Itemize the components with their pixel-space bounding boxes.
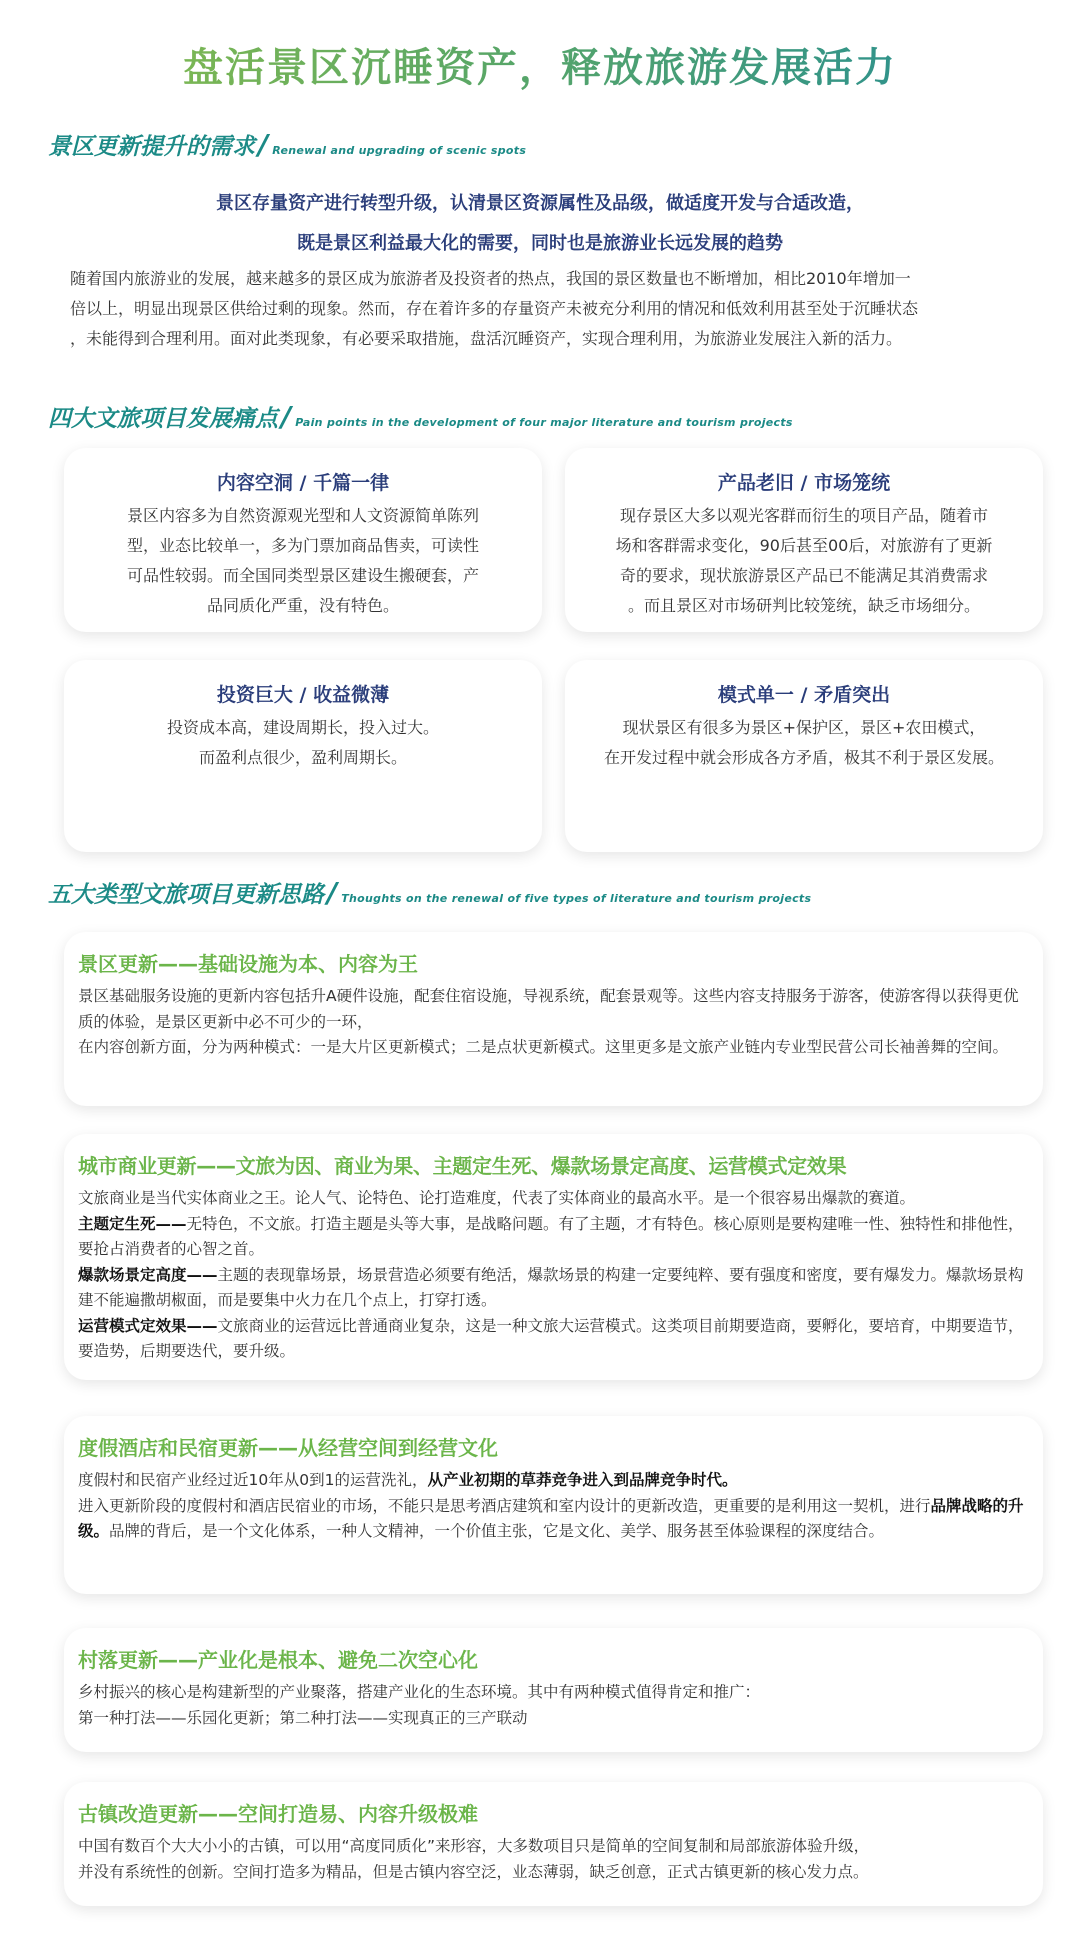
card-paragraph: [78, 1263, 1029, 1314]
intro-line: 倍以上，明显出现景区供给过剩的现象。然而，存在着许多的存量资产未被充分利用的情况和低效利用甚至处于沉睡状态: [70, 299, 919, 318]
paragraph-text: 主题的表现靠场景，场景营造必须要有绝活，爆款场景的构建一定要纯粹、要有强度和密度，要有爆发力。爆款场景构建不能遍撒胡椒面，而是要集中火力在几个点上，打穿打透。: [78, 1265, 1024, 1309]
card-text: [90, 713, 516, 773]
card-title: 城市商业更新——文旅为因、商业为果、主题定生死、爆款场景定高度、运营模式定效果: [78, 1154, 847, 1178]
card-text: [78, 1186, 1029, 1365]
paragraph-text: 进入更新阶段的度假村和酒店民宿业的市场，不能只是思考酒店建筑和室内设计的更新改造，更重要的是利用这一契机，进行: [78, 1496, 931, 1515]
card-line: 而盈利点很少，盈利周期长。: [198, 748, 407, 767]
section-heading-pain-points: [48, 400, 793, 433]
card-paragraph: 在内容创新方面，分为两种模式：一是大片区更新模式；二是点状更新模式。这里更多是文旅产业链内专业型民营公司长袖善舞的空间。: [78, 1038, 1009, 1056]
card-paragraph: 景区基础服务设施的更新内容包括升A硬件设施，配套住宿设施，导视系统，配套景观等。这些内容支持服务于游客，使游客得以获得更优质的体验，是景区更新中必不可少的一环，: [78, 987, 1019, 1031]
card-title: 产品老旧 / 市场笼统: [717, 472, 891, 494]
card-text: [90, 501, 516, 621]
card-text: [78, 1468, 1029, 1545]
bold-lead: 爆款场景定高度——: [78, 1265, 218, 1284]
card-line: 景区内容多为自然资源观光型和人文资源简单陈列: [126, 506, 479, 525]
renewal-card-village: [64, 1628, 1043, 1752]
card-line: 投资成本高，建设周期长，投入过大。: [166, 718, 439, 737]
card-line: 现存景区大多以观光客群而衍生的项目产品，随着市: [619, 506, 988, 525]
card-text: [591, 501, 1017, 621]
pain-point-card: [64, 448, 542, 632]
section-title: 景区更新提升的需求: [48, 134, 255, 160]
card-paragraph: [78, 1494, 1029, 1545]
card-line: 可品性较弱。而全国同类型景区建设生搬硬套，产: [126, 566, 479, 585]
section-heading-demand: [48, 128, 526, 161]
card-paragraph: [78, 1212, 1029, 1263]
bold-lead: 运营模式定效果——: [78, 1316, 218, 1335]
paragraph-text: 无特色，不文旅。打造主题是头等大事，是战略问题。有了主题，才有特色。核心原则是要构建唯一性、独特性和排他性，要抢占消费者的心智之首。: [78, 1214, 1024, 1258]
card-title: 投资巨大 / 收益微薄: [216, 684, 390, 706]
highlight-line: 既是景区利益最大化的需要，同时也是旅游业长远发展的趋势: [297, 233, 783, 254]
card-text: [78, 1680, 1029, 1731]
renewal-card-ancient-town: [64, 1782, 1043, 1906]
section-title-en: Thoughts on the renewal of five types of literature and tourism projects: [341, 892, 812, 905]
card-paragraph: [78, 1468, 1029, 1494]
card-paragraph: 并没有系统性的创新。空间打造多为精品，但是古镇内容空泛，业态薄弱，缺乏创意，正式古镇更新的核心发力点。: [78, 1862, 869, 1881]
card-title: 模式单一 / 矛盾突出: [717, 684, 891, 706]
section-heading-renewal-ideas: [48, 876, 811, 909]
card-line: 现状景区有很多为景区+保护区，景区+农田模式，: [622, 718, 986, 737]
slash-divider: /: [281, 400, 292, 433]
card-paragraph: [78, 1314, 1029, 1365]
pain-point-card: [565, 448, 1043, 632]
card-paragraph: 乡村振兴的核心是构建新型的产业聚落，搭建产业化的生态环境。其中有两种模式值得肯定和推广：: [78, 1683, 761, 1701]
card-paragraph: 第一种打法——乐园化更新；第二种打法——实现真正的三产联动: [78, 1708, 528, 1727]
paragraph-text: 文旅商业的运营远比普通商业复杂，这是一种文旅大运营模式。这类项目前期要造商，要孵化，要培育，中期要造节，要造势，后期要迭代，要升级。: [78, 1316, 1024, 1360]
card-title: 古镇改造更新——空间打造易、内容升级极难: [78, 1802, 478, 1826]
card-line: 场和客群需求变化，90后甚至00后，对旅游有了更新: [615, 536, 993, 555]
card-title: 度假酒店和民宿更新——从经营空间到经营文化: [78, 1436, 498, 1460]
pain-point-card: [64, 660, 542, 852]
card-line: 奇的要求，现状旅游景区产品已不能满足其消费需求: [619, 566, 988, 585]
card-line: 型，业态比较单一，多为门票加商品售卖，可读性: [126, 536, 479, 555]
intro-line: ，未能得到合理利用。面对此类现象，有必要采取措施，盘活沉睡资产，实现合理利用，为旅游业发展注入新的活力。: [70, 329, 903, 348]
card-text: [78, 984, 1029, 1061]
slash-divider: /: [327, 876, 338, 909]
section-title: 五大类型文旅项目更新思路: [48, 882, 324, 908]
card-line: 在开发过程中就会形成各方矛盾，极其不利于景区发展。: [603, 748, 1004, 767]
paragraph-text: 品牌的背后，是一个文化体系，一种人文精神，一个价值主张，它是文化、美学、服务甚至体验课程的深度结合。: [109, 1522, 885, 1540]
card-title: 景区更新——基础设施为本、内容为王: [78, 952, 418, 976]
bold-emphasis: 从产业初期的草莽竞争进入到品牌竞争时代。: [427, 1471, 738, 1489]
section-title: 四大文旅项目发展痛点: [48, 406, 278, 432]
pain-point-card: [565, 660, 1043, 852]
card-text: [591, 713, 1017, 773]
card-line: 品同质化严重，没有特色。: [206, 596, 399, 615]
card-text: [78, 1834, 1029, 1885]
card-title: 内容空洞 / 千篇一律: [216, 472, 390, 494]
bold-lead: 主题定生死——: [78, 1214, 187, 1233]
renewal-card-urban-commerce: [64, 1134, 1043, 1380]
card-paragraph: 文旅商业是当代实体商业之王。论人气、论特色、论打造难度，代表了实体商业的最高水平。是一个很容易出爆款的赛道。: [78, 1189, 916, 1207]
page-title: 盘活景区沉睡资产，释放旅游发展活力: [0, 36, 1080, 93]
card-paragraph: 中国有数百个大大小小的古镇，可以用“高度同质化”来形容，大多数项目只是简单的空间复制和局部旅游体验升级，: [78, 1837, 870, 1855]
renewal-card-resort-homestay: [64, 1416, 1043, 1594]
paragraph-text: 度假村和民宿产业经过近10年从0到1的运营洗礼，: [78, 1471, 428, 1489]
slash-divider: /: [258, 128, 269, 161]
renewal-card-scenic: [64, 932, 1043, 1106]
section-title-en: Renewal and upgrading of scenic spots: [272, 144, 527, 157]
section-title-en: Pain points in the development of four major literature and tourism projects: [295, 416, 793, 429]
bold-emphasis: 品牌战略的升级。: [78, 1496, 1024, 1540]
intro-paragraph: [70, 264, 1030, 354]
highlight-line: 景区存量资产进行转型升级，认清景区资源属性及品级，做适度开发与合适改造，: [216, 193, 864, 214]
card-title: 村落更新——产业化是根本、避免二次空心化: [78, 1648, 478, 1672]
card-line: 。而且景区对市场研判比较笼统，缺乏市场细分。: [627, 596, 980, 615]
intro-line: 随着国内旅游业的发展，越来越多的景区成为旅游者及投资者的热点，我国的景区数量也不断增加，相比2010年增加一: [70, 269, 911, 288]
